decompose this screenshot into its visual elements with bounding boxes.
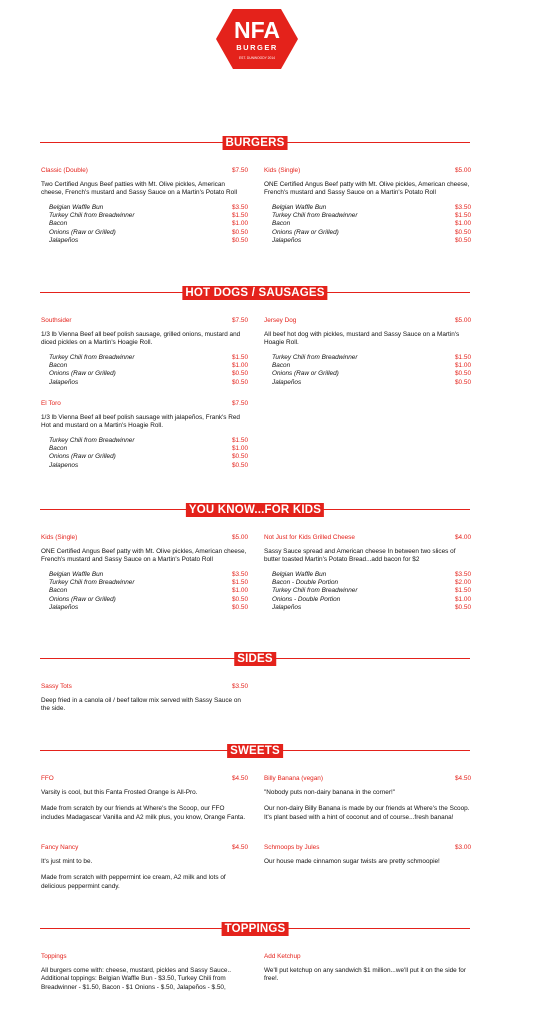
- menu-item-kids-single: [264, 167, 471, 245]
- section-title: BURGERS: [223, 136, 288, 150]
- addon-list: [41, 437, 248, 470]
- item-name: FFO: [41, 775, 54, 782]
- section-header-toppings: [40, 922, 470, 936]
- item-desc: 1/3 lb Vienna Beef all beef polish sausage with jalapeños, Frank's Red Hot and mustard on a Martin's Hoagie Roll.: [41, 414, 240, 430]
- item-desc: Two Certified Angus Beef patties with Mt. Olive pickles, American cheese, French's mustard and Sassy Sauce on a Martin's Potato Roll: [41, 181, 238, 197]
- item-name: Add Ketchup: [264, 953, 301, 960]
- item-price: $4.50: [455, 775, 471, 782]
- item-name: El Toro: [41, 400, 61, 407]
- item-desc: "Nobody puts non-dairy banana in the corner!": [264, 789, 396, 796]
- item-price: $5.00: [455, 317, 471, 324]
- menu-item-billy-banana: [264, 775, 471, 822]
- addon-list: [264, 204, 471, 245]
- section-title: TOPPINGS: [222, 922, 289, 936]
- item-desc: Deep fried in a canola oil / beef tallow mix served with Sassy Sauce on the side.: [41, 697, 241, 713]
- addon-row: Onions - Double Portion $1.00: [272, 595, 471, 603]
- item-name: Jersey Dog: [264, 317, 297, 324]
- item-name: Fancy Nancy: [41, 844, 79, 851]
- addon-row: Bacon $1.00: [49, 445, 248, 453]
- logo-name: NFA: [234, 17, 280, 43]
- section-header-kids: [40, 503, 470, 517]
- addon-row: Jalapeños $0.50: [49, 378, 248, 386]
- item-name: Classic (Double): [41, 167, 88, 174]
- item-name: Not Just for Kids Grilled Cheese: [264, 534, 355, 541]
- addon-row: Jalapeños $0.50: [272, 237, 471, 244]
- section-title: SIDES: [234, 652, 276, 666]
- addon-row: Turkey Chili from Breadwinner $1.50: [272, 587, 471, 595]
- item-price: $5.00: [232, 534, 248, 541]
- menu-item-grilled-cheese: [264, 534, 471, 612]
- item-price: $4.50: [232, 775, 248, 782]
- addon-row: Jalapeños $0.50: [272, 604, 471, 611]
- section-header-burgers: [40, 136, 470, 150]
- item-name: Kids (Single): [264, 167, 301, 174]
- menu-item-add-ketchup: [264, 953, 471, 984]
- addon-row: Turkey Chili from Breadwinner $1.50: [272, 353, 471, 361]
- item-desc: ONE Certified Angus Beef patty with Mt. Olive pickles, American cheese, French's mustard and Sassy Sauce on a Martin's Potato Roll: [264, 181, 470, 197]
- menu-item-ffo: [41, 775, 248, 822]
- addon-row: Bacon $1.00: [49, 362, 248, 370]
- item-desc: ONE Certified Angus Beef patty with Mt. Olive pickles, American cheese, French's mustard and Sassy Sauce on a Martin's Potato Roll: [41, 548, 247, 564]
- addon-row: Bacon $1.00: [272, 220, 471, 228]
- addon-row: Turkey Chili from Breadwinner $1.50: [49, 436, 248, 444]
- item-price: $4.50: [232, 844, 248, 851]
- logo-est: EST. DUNWOODY 2014: [238, 56, 276, 60]
- section-title: YOU KNOW...FOR KIDS: [186, 503, 324, 517]
- logo-sub: BURGER: [236, 43, 278, 52]
- addon-row: Turkey Chili from Breadwinner $1.50: [49, 212, 248, 220]
- item-name: Billy Banana (vegan): [264, 775, 323, 782]
- menu-item-sassy-tots: [41, 683, 248, 714]
- addon-row: Belgian Waffle Bun $3.50: [49, 203, 248, 211]
- addon-row: Jalapeños $0.50: [49, 237, 248, 244]
- item-desc: We'll put ketchup on any sandwich $1 million...we'll put it on the side for free!.: [264, 967, 466, 983]
- addon-row: Bacon $1.00: [272, 362, 471, 370]
- item-desc: Varsity is cool, but this Fanta Frosted Orange is All-Pro.: [41, 789, 198, 796]
- item-price: $7.50: [232, 400, 248, 407]
- addon-list: [41, 204, 248, 245]
- item-desc: All beef hot dog with pickles, mustard and Sassy Sauce on a Martin's Hoagie Roll.: [264, 331, 460, 347]
- item-desc: Sassy Sauce spread and American cheese In between two slices of butter toasted Martin's Potato Bread...add bacon for $2: [264, 548, 456, 564]
- nfa-burger-logo: [215, 8, 299, 70]
- item-price: $3.00: [455, 844, 471, 851]
- item-desc-2: Made from scratch by our friends at Where's the Scoop, our FFO includes Madagascar Vanilla and A2 milk plus, you know, Orange Fanta.: [41, 805, 246, 821]
- item-desc: All burgers come with: cheese, mustard, pickles and Sassy Sauce.. Additional toppings: Belgian Waffle Bun - $3.50, Turkey Chili from Breadwinner - $1.50, Bacon - $1 Onions - $.50, Jalapeños - $.50,: [41, 967, 232, 991]
- addon-list: [264, 571, 471, 612]
- item-name: Kids (Single): [41, 534, 78, 541]
- menu-item-el-toro: [41, 400, 248, 470]
- addon-row: Onions (Raw or Grilled) $0.50: [49, 370, 248, 378]
- section-title: SWEETS: [227, 744, 283, 758]
- menu-item-classic-double: [41, 167, 248, 245]
- addon-row: Bacon - Double Portion $2.00: [272, 579, 471, 587]
- section-header-hotdogs: [40, 286, 470, 300]
- item-price: $3.50: [232, 683, 248, 690]
- item-desc-2: Our non-dairy Billy Banana is made by our friends at Where's the Scoop. It's plant based with a hint of coconut and of course...fresh banana!: [264, 805, 470, 821]
- addon-row: Belgian Waffle Bun $3.50: [272, 203, 471, 211]
- addon-row: Jalapeños $0.50: [272, 378, 471, 386]
- section-header-sweets: [40, 744, 470, 758]
- item-name: Toppings: [41, 953, 67, 960]
- addon-row: Belgian Waffle Bun $3.50: [272, 570, 471, 578]
- addon-list: [41, 571, 248, 612]
- addon-row: Jalapeños $0.50: [49, 604, 248, 611]
- section-header-sides: [40, 652, 470, 666]
- item-desc: 1/3 lb Vienna Beef all beef polish sausage, grilled onions, mustard and diced pickles on a Martin's Hoagie Roll.: [41, 331, 241, 347]
- item-name: Schmoops by Jules: [264, 844, 320, 851]
- addon-row: Onions (Raw or Grilled) $0.50: [272, 228, 471, 236]
- menu-item-jersey-dog: [264, 317, 471, 387]
- item-name: Sassy Tots: [41, 683, 72, 690]
- item-price: $7.50: [232, 317, 248, 324]
- addon-row: Onions (Raw or Grilled) $0.50: [49, 228, 248, 236]
- addon-row: Bacon $1.00: [49, 587, 248, 595]
- addon-row: Turkey Chili from Breadwinner $1.50: [49, 579, 248, 587]
- menu-item-kids-single-burger: [41, 534, 248, 612]
- addon-row: Onions (Raw or Grilled) $0.50: [49, 595, 248, 603]
- addon-list: [264, 354, 471, 387]
- menu-item-toppings: [41, 953, 248, 992]
- item-price: $7.50: [232, 167, 248, 174]
- item-desc: Our house made cinnamon sugar twists are pretty schmoopie!: [264, 858, 440, 865]
- addon-row: Onions (Raw or Grilled) $0.50: [49, 453, 248, 461]
- logo-hexagon-icon: [215, 8, 299, 70]
- item-price: $4.00: [455, 534, 471, 541]
- item-price: $5.00: [455, 167, 471, 174]
- addon-row: Belgian Waffle Bun $3.50: [49, 570, 248, 578]
- addon-row: Bacon $1.00: [49, 220, 248, 228]
- section-title: HOT DOGS / SAUSAGES: [182, 286, 327, 300]
- menu-item-fancy-nancy: [41, 844, 248, 891]
- addon-row: Turkey Chili from Breadwinner $1.50: [49, 353, 248, 361]
- addon-list: [41, 354, 248, 387]
- menu-item-southsider: [41, 317, 248, 387]
- addon-row: Onions (Raw or Grilled) $0.50: [272, 370, 471, 378]
- menu-item-schmoops: [264, 844, 471, 866]
- item-name: Southsider: [41, 317, 72, 324]
- addon-row: Jalapenos $0.50: [49, 461, 248, 469]
- item-desc-2: Made from scratch with peppermint ice cream, A2 milk and lots of delicious peppermint candy.: [41, 874, 226, 890]
- item-desc: It's just mint to be.: [41, 858, 93, 865]
- addon-row: Turkey Chili from Breadwinner $1.50: [272, 212, 471, 220]
